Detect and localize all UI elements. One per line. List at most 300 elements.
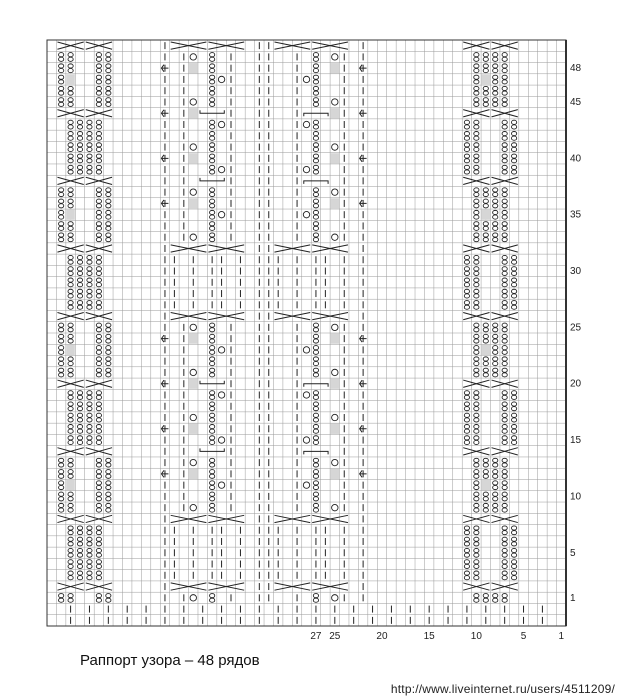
twisted-stitch-symbol xyxy=(210,131,215,135)
twisted-stitch-symbol xyxy=(474,548,479,552)
twisted-stitch-symbol xyxy=(474,80,479,84)
twisted-stitch-symbol xyxy=(511,542,516,546)
twisted-stitch-symbol xyxy=(210,361,215,365)
twisted-stitch-symbol xyxy=(464,255,469,259)
twisted-stitch-symbol xyxy=(106,64,111,68)
twisted-stitch-symbol xyxy=(464,125,469,129)
twisted-stitch-symbol xyxy=(96,357,101,361)
twisted-stitch-symbol xyxy=(77,154,82,158)
twisted-stitch-symbol xyxy=(68,407,73,411)
twisted-stitch-symbol xyxy=(502,204,507,208)
twisted-stitch-symbol xyxy=(210,86,215,90)
twisted-stitch-symbol xyxy=(511,143,516,147)
twisted-stitch-symbol xyxy=(59,481,64,485)
twisted-stitch-symbol xyxy=(464,542,469,546)
twisted-stitch-symbol xyxy=(502,542,507,546)
twisted-stitch-symbol xyxy=(493,485,498,489)
twisted-stitch-symbol xyxy=(210,192,215,196)
twisted-stitch-symbol xyxy=(96,470,101,474)
twisted-stitch-symbol xyxy=(210,154,215,158)
twisted-stitch-symbol xyxy=(493,503,498,507)
twisted-stitch-symbol xyxy=(96,485,101,489)
twisted-stitch-symbol xyxy=(68,57,73,61)
twisted-stitch-symbol xyxy=(59,192,64,196)
twisted-stitch-symbol xyxy=(68,357,73,361)
twisted-stitch-symbol xyxy=(106,492,111,496)
twisted-stitch-symbol xyxy=(106,339,111,343)
twisted-stitch-symbol xyxy=(313,226,318,230)
twisted-stitch-symbol xyxy=(106,53,111,57)
twisted-stitch-symbol xyxy=(96,497,101,501)
no-stitch-cell xyxy=(189,63,197,73)
twisted-stitch-symbol xyxy=(96,334,101,338)
twisted-stitch-symbol xyxy=(474,391,479,395)
twisted-stitch-symbol xyxy=(493,346,498,350)
twisted-stitch-symbol xyxy=(210,334,215,338)
twisted-stitch-symbol xyxy=(464,170,469,174)
twisted-stitch-symbol xyxy=(210,98,215,102)
twisted-stitch-symbol xyxy=(511,560,516,564)
stitch-label-27: 27 xyxy=(310,631,322,642)
twisted-stitch-symbol xyxy=(474,305,479,309)
twisted-stitch-symbol xyxy=(77,301,82,305)
twisted-stitch-symbol xyxy=(77,271,82,275)
twisted-stitch-symbol xyxy=(313,418,318,422)
row-label-35: 35 xyxy=(570,209,582,221)
twisted-stitch-symbol xyxy=(68,222,73,226)
no-stitch-cell xyxy=(66,480,74,490)
twisted-stitch-symbol xyxy=(59,188,64,192)
twisted-stitch-symbol xyxy=(313,485,318,489)
cable-bracket-symbol xyxy=(200,178,224,181)
twisted-stitch-symbol xyxy=(87,165,92,169)
twisted-stitch-symbol xyxy=(59,334,64,338)
twisted-stitch-symbol xyxy=(96,395,101,399)
twisted-stitch-symbol xyxy=(59,485,64,489)
twisted-stitch-symbol xyxy=(96,305,101,309)
twisted-stitch-symbol xyxy=(87,289,92,293)
twisted-stitch-symbol xyxy=(502,147,507,151)
twisted-stitch-symbol xyxy=(502,57,507,61)
twisted-stitch-symbol xyxy=(511,305,516,309)
twisted-stitch-symbol xyxy=(68,283,73,287)
twisted-stitch-symbol xyxy=(68,199,73,203)
twisted-stitch-symbol xyxy=(59,368,64,372)
twisted-stitch-symbol xyxy=(474,57,479,61)
twisted-stitch-symbol xyxy=(77,136,82,140)
twisted-stitch-symbol xyxy=(96,391,101,395)
twisted-stitch-symbol xyxy=(313,102,318,106)
twisted-stitch-symbol xyxy=(68,102,73,106)
yarn-over-symbol xyxy=(190,324,196,330)
twisted-stitch-symbol xyxy=(77,553,82,557)
twisted-stitch-symbol xyxy=(210,424,215,428)
twisted-stitch-symbol xyxy=(313,328,318,332)
twisted-stitch-symbol xyxy=(68,305,73,309)
twisted-stitch-symbol xyxy=(87,305,92,309)
twisted-stitch-symbol xyxy=(511,564,516,568)
twisted-stitch-symbol xyxy=(474,238,479,242)
twisted-stitch-symbol xyxy=(493,481,498,485)
twisted-stitch-symbol xyxy=(464,407,469,411)
twisted-stitch-symbol xyxy=(502,154,507,158)
twisted-stitch-symbol xyxy=(313,75,318,79)
twisted-stitch-symbol xyxy=(68,154,73,158)
twisted-stitch-symbol xyxy=(313,165,318,169)
twisted-stitch-symbol xyxy=(68,553,73,557)
twisted-stitch-symbol xyxy=(474,165,479,169)
twisted-stitch-symbol xyxy=(493,474,498,478)
twisted-stitch-symbol xyxy=(464,436,469,440)
twisted-stitch-symbol xyxy=(502,470,507,474)
twisted-stitch-symbol xyxy=(59,497,64,501)
twisted-stitch-symbol xyxy=(77,424,82,428)
twisted-stitch-symbol xyxy=(77,571,82,575)
twisted-stitch-symbol xyxy=(59,86,64,90)
twisted-stitch-symbol xyxy=(474,301,479,305)
twisted-stitch-symbol xyxy=(68,120,73,124)
twisted-stitch-symbol xyxy=(59,57,64,61)
twisted-stitch-symbol xyxy=(87,531,92,535)
cable-bracket-symbol xyxy=(304,181,328,184)
twisted-stitch-symbol xyxy=(68,368,73,372)
twisted-stitch-symbol xyxy=(68,192,73,196)
twisted-stitch-symbol xyxy=(464,391,469,395)
twisted-stitch-symbol xyxy=(77,413,82,417)
twisted-stitch-symbol xyxy=(493,334,498,338)
yarn-over-symbol xyxy=(332,369,338,375)
twisted-stitch-symbol xyxy=(493,91,498,95)
twisted-stitch-symbol xyxy=(106,233,111,237)
twisted-stitch-symbol xyxy=(96,159,101,163)
twisted-stitch-symbol xyxy=(96,75,101,79)
twisted-stitch-symbol xyxy=(210,199,215,203)
twisted-stitch-symbol xyxy=(77,278,82,282)
twisted-stitch-symbol xyxy=(502,497,507,501)
twisted-stitch-symbol xyxy=(210,238,215,242)
twisted-stitch-symbol xyxy=(210,210,215,214)
twisted-stitch-symbol xyxy=(511,553,516,557)
twisted-stitch-symbol xyxy=(210,120,215,124)
twisted-stitch-symbol xyxy=(210,68,215,72)
twisted-stitch-symbol xyxy=(511,147,516,151)
twisted-stitch-symbol xyxy=(464,260,469,264)
twisted-stitch-symbol xyxy=(313,68,318,72)
twisted-stitch-symbol xyxy=(96,429,101,433)
twisted-stitch-symbol xyxy=(474,413,479,417)
twisted-stitch-symbol xyxy=(464,165,469,169)
twisted-stitch-symbol xyxy=(210,503,215,507)
twisted-stitch-symbol xyxy=(68,131,73,135)
twisted-stitch-symbol xyxy=(464,271,469,275)
twisted-stitch-symbol xyxy=(464,267,469,271)
twisted-stitch-symbol xyxy=(474,564,479,568)
twisted-stitch-symbol xyxy=(474,470,479,474)
no-stitch-cell xyxy=(482,210,490,220)
twisted-stitch-symbol xyxy=(87,120,92,124)
twisted-stitch-symbol xyxy=(68,98,73,102)
twisted-stitch-symbol xyxy=(96,339,101,343)
twisted-stitch-symbol xyxy=(483,323,488,327)
twisted-stitch-symbol xyxy=(210,391,215,395)
twisted-stitch-symbol xyxy=(77,548,82,552)
twisted-stitch-symbol xyxy=(68,373,73,377)
twisted-stitch-symbol xyxy=(483,594,488,598)
twisted-stitch-symbol xyxy=(502,553,507,557)
twisted-stitch-symbol xyxy=(313,436,318,440)
twisted-stitch-symbol xyxy=(464,289,469,293)
twisted-stitch-symbol xyxy=(502,305,507,309)
twisted-stitch-symbol xyxy=(313,215,318,219)
twisted-stitch-symbol xyxy=(96,373,101,377)
twisted-stitch-symbol xyxy=(502,267,507,271)
twisted-stitch-symbol xyxy=(59,492,64,496)
no-stitch-cell xyxy=(189,424,197,434)
twisted-stitch-symbol xyxy=(474,463,479,467)
twisted-stitch-symbol xyxy=(511,548,516,552)
twisted-stitch-symbol xyxy=(68,255,73,259)
twisted-stitch-symbol xyxy=(474,289,479,293)
twisted-stitch-symbol xyxy=(96,91,101,95)
twisted-stitch-symbol xyxy=(77,576,82,580)
twisted-stitch-symbol xyxy=(502,192,507,196)
twisted-stitch-symbol xyxy=(464,440,469,444)
twisted-stitch-symbol xyxy=(464,413,469,417)
twisted-stitch-symbol xyxy=(210,215,215,219)
twisted-stitch-symbol xyxy=(59,474,64,478)
twisted-stitch-symbol xyxy=(96,413,101,417)
twisted-stitch-symbol xyxy=(313,159,318,163)
twisted-stitch-symbol xyxy=(210,402,215,406)
twisted-stitch-symbol xyxy=(474,215,479,219)
stitch-label-5: 5 xyxy=(520,631,527,642)
twisted-stitch-symbol xyxy=(502,531,507,535)
twisted-stitch-symbol xyxy=(313,86,318,90)
twisted-stitch-symbol xyxy=(502,503,507,507)
twisted-stitch-symbol xyxy=(96,328,101,332)
twisted-stitch-symbol xyxy=(96,271,101,275)
yarn-over-symbol xyxy=(332,234,338,240)
twisted-stitch-symbol xyxy=(96,548,101,552)
yarn-over-symbol xyxy=(303,482,309,488)
twisted-stitch-symbol xyxy=(464,564,469,568)
twisted-stitch-symbol xyxy=(511,289,516,293)
twisted-stitch-symbol xyxy=(210,474,215,478)
twisted-stitch-symbol xyxy=(210,463,215,467)
twisted-stitch-symbol xyxy=(96,350,101,354)
twisted-stitch-symbol xyxy=(511,418,516,422)
twisted-stitch-symbol xyxy=(511,537,516,541)
twisted-stitch-symbol xyxy=(502,80,507,84)
twisted-stitch-symbol xyxy=(87,125,92,129)
twisted-stitch-symbol xyxy=(502,215,507,219)
twisted-stitch-symbol xyxy=(210,339,215,343)
twisted-stitch-symbol xyxy=(511,440,516,444)
twisted-stitch-symbol xyxy=(68,458,73,462)
twisted-stitch-symbol xyxy=(313,91,318,95)
twisted-stitch-symbol xyxy=(502,294,507,298)
twisted-stitch-symbol xyxy=(68,497,73,501)
twisted-stitch-symbol xyxy=(502,418,507,422)
twisted-stitch-symbol xyxy=(313,497,318,501)
twisted-stitch-symbol xyxy=(502,413,507,417)
twisted-stitch-symbol xyxy=(502,346,507,350)
twisted-stitch-symbol xyxy=(77,120,82,124)
no-stitch-cell xyxy=(189,334,197,344)
twisted-stitch-symbol xyxy=(313,154,318,158)
twisted-stitch-symbol xyxy=(68,576,73,580)
twisted-stitch-symbol xyxy=(68,147,73,151)
twisted-stitch-symbol xyxy=(474,260,479,264)
twisted-stitch-symbol xyxy=(210,350,215,354)
twisted-stitch-symbol xyxy=(464,131,469,135)
twisted-stitch-symbol xyxy=(106,222,111,226)
twisted-stitch-symbol xyxy=(106,57,111,61)
twisted-stitch-symbol xyxy=(87,548,92,552)
twisted-stitch-symbol xyxy=(68,418,73,422)
twisted-stitch-symbol xyxy=(493,323,498,327)
twisted-stitch-symbol xyxy=(210,413,215,417)
twisted-stitch-symbol xyxy=(96,508,101,512)
twisted-stitch-symbol xyxy=(493,458,498,462)
twisted-stitch-symbol xyxy=(474,542,479,546)
twisted-stitch-symbol xyxy=(210,407,215,411)
twisted-stitch-symbol xyxy=(59,102,64,106)
twisted-stitch-symbol xyxy=(483,598,488,602)
yarn-over-symbol xyxy=(190,459,196,465)
twisted-stitch-symbol xyxy=(474,143,479,147)
yarn-over-symbol xyxy=(332,414,338,420)
twisted-stitch-symbol xyxy=(87,560,92,564)
twisted-stitch-symbol xyxy=(474,86,479,90)
twisted-stitch-symbol xyxy=(68,238,73,242)
twisted-stitch-symbol xyxy=(77,260,82,264)
twisted-stitch-symbol xyxy=(210,57,215,61)
twisted-stitch-symbol xyxy=(106,215,111,219)
twisted-stitch-symbol xyxy=(77,255,82,259)
twisted-stitch-symbol xyxy=(464,120,469,124)
no-stitch-cell xyxy=(331,334,339,344)
twisted-stitch-symbol xyxy=(483,458,488,462)
twisted-stitch-symbol xyxy=(210,594,215,598)
twisted-stitch-symbol xyxy=(87,436,92,440)
twisted-stitch-symbol xyxy=(502,436,507,440)
twisted-stitch-symbol xyxy=(502,159,507,163)
twisted-stitch-symbol xyxy=(493,86,498,90)
twisted-stitch-symbol xyxy=(313,458,318,462)
twisted-stitch-symbol xyxy=(464,301,469,305)
twisted-stitch-symbol xyxy=(474,188,479,192)
twisted-stitch-symbol xyxy=(210,481,215,485)
twisted-stitch-symbol xyxy=(106,75,111,79)
twisted-stitch-symbol xyxy=(96,361,101,365)
row-label-15: 15 xyxy=(570,435,582,447)
twisted-stitch-symbol xyxy=(464,147,469,151)
twisted-stitch-symbol xyxy=(96,199,101,203)
twisted-stitch-symbol xyxy=(77,159,82,163)
twisted-stitch-symbol xyxy=(474,233,479,237)
twisted-stitch-symbol xyxy=(483,497,488,501)
twisted-stitch-symbol xyxy=(474,339,479,343)
twisted-stitch-symbol xyxy=(313,594,318,598)
twisted-stitch-symbol xyxy=(96,125,101,129)
twisted-stitch-symbol xyxy=(493,64,498,68)
twisted-stitch-symbol xyxy=(68,53,73,57)
twisted-stitch-symbol xyxy=(474,131,479,135)
twisted-stitch-symbol xyxy=(502,238,507,242)
twisted-stitch-symbol xyxy=(502,391,507,395)
twisted-stitch-symbol xyxy=(77,283,82,287)
no-stitch-cell xyxy=(331,379,339,389)
twisted-stitch-symbol xyxy=(313,57,318,61)
twisted-stitch-symbol xyxy=(474,407,479,411)
twisted-stitch-symbol xyxy=(313,53,318,57)
twisted-stitch-symbol xyxy=(313,395,318,399)
twisted-stitch-symbol xyxy=(502,458,507,462)
twisted-stitch-symbol xyxy=(96,131,101,135)
twisted-stitch-symbol xyxy=(87,154,92,158)
twisted-stitch-symbol xyxy=(313,210,318,214)
twisted-stitch-symbol xyxy=(474,481,479,485)
twisted-stitch-symbol xyxy=(474,531,479,535)
twisted-stitch-symbol xyxy=(68,339,73,343)
twisted-stitch-symbol xyxy=(493,598,498,602)
twisted-stitch-symbol xyxy=(77,289,82,293)
row-label-45: 45 xyxy=(570,96,582,108)
twisted-stitch-symbol xyxy=(77,526,82,530)
stitch-label-20: 20 xyxy=(376,631,388,642)
twisted-stitch-symbol xyxy=(77,165,82,169)
twisted-stitch-symbol xyxy=(511,391,516,395)
twisted-stitch-symbol xyxy=(464,418,469,422)
twisted-stitch-symbol xyxy=(502,328,507,332)
twisted-stitch-symbol xyxy=(96,53,101,57)
twisted-stitch-symbol xyxy=(474,368,479,372)
twisted-stitch-symbol xyxy=(68,463,73,467)
twisted-stitch-symbol xyxy=(96,283,101,287)
twisted-stitch-symbol xyxy=(210,136,215,140)
twisted-stitch-symbol xyxy=(464,154,469,158)
twisted-stitch-symbol xyxy=(106,361,111,365)
twisted-stitch-symbol xyxy=(210,159,215,163)
twisted-stitch-symbol xyxy=(493,361,498,365)
twisted-stitch-symbol xyxy=(68,470,73,474)
twisted-stitch-symbol xyxy=(502,474,507,478)
twisted-stitch-symbol xyxy=(59,470,64,474)
twisted-stitch-symbol xyxy=(96,503,101,507)
twisted-stitch-symbol xyxy=(511,267,516,271)
twisted-stitch-symbol xyxy=(68,548,73,552)
twisted-stitch-symbol xyxy=(96,402,101,406)
yarn-over-symbol xyxy=(190,54,196,60)
twisted-stitch-symbol xyxy=(68,136,73,140)
twisted-stitch-symbol xyxy=(493,192,498,196)
yarn-over-symbol xyxy=(303,76,309,82)
twisted-stitch-symbol xyxy=(483,508,488,512)
twisted-stitch-symbol xyxy=(77,542,82,546)
twisted-stitch-symbol xyxy=(96,238,101,242)
twisted-stitch-symbol xyxy=(474,192,479,196)
twisted-stitch-symbol xyxy=(483,470,488,474)
twisted-stitch-symbol xyxy=(313,120,318,124)
twisted-stitch-symbol xyxy=(96,57,101,61)
twisted-stitch-symbol xyxy=(511,125,516,129)
twisted-stitch-symbol xyxy=(511,165,516,169)
twisted-stitch-symbol xyxy=(474,75,479,79)
twisted-stitch-symbol xyxy=(210,346,215,350)
twisted-stitch-symbol xyxy=(96,68,101,72)
twisted-stitch-symbol xyxy=(68,560,73,564)
